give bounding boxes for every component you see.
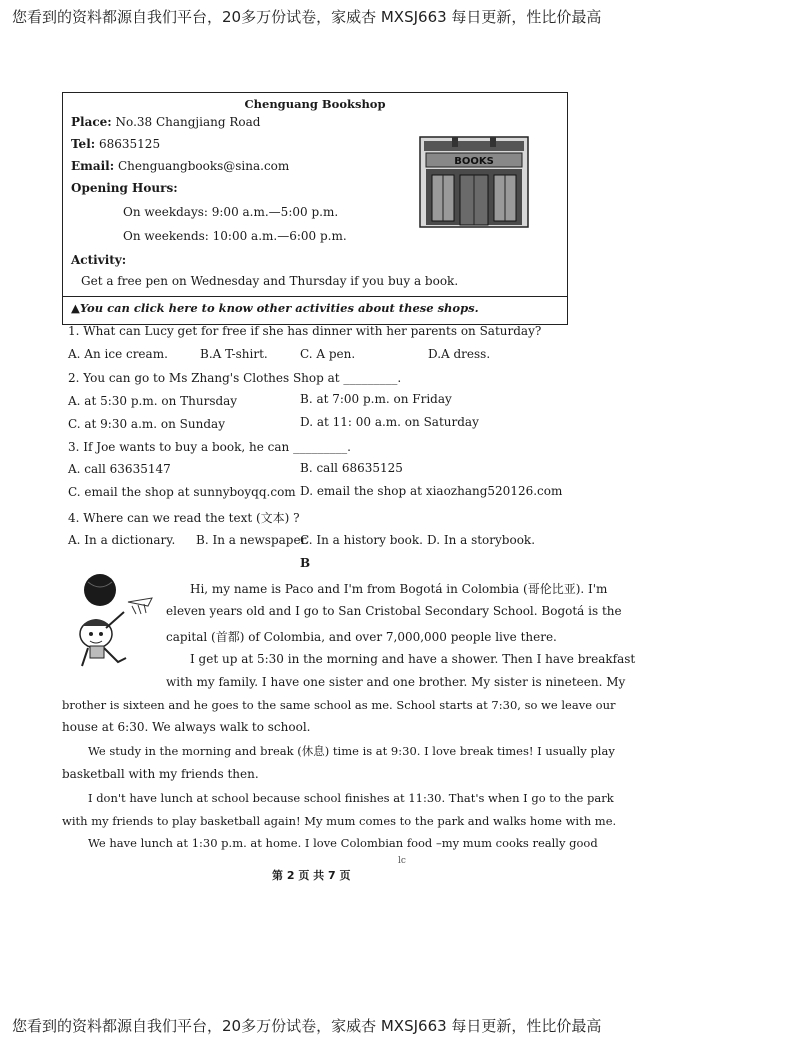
q4-option-c: C. In a history book. xyxy=(300,533,423,547)
question-1-stem: 1. What can Lucy get for free if she has dinner with her parents on Saturday? xyxy=(68,324,542,338)
q4-option-b: B. In a newspaper. xyxy=(196,533,309,547)
q1-option-d: D.A dress. xyxy=(428,347,491,361)
passage-line-6: brother is sixteen and he goes to the same school as me. School starts at 7:30, so we leave our xyxy=(62,698,616,712)
q4-option-a: A. In a dictionary. xyxy=(68,533,176,547)
q3-option-d: D. email the shop at xiaozhang520126.com xyxy=(300,484,563,498)
q2-option-d: D. at 11: 00 a.m. on Saturday xyxy=(300,415,479,429)
section-b-heading: B xyxy=(300,556,311,570)
q1-option-c: C. A pen. xyxy=(300,347,356,361)
q3-option-b: B. call 68635125 xyxy=(300,461,403,475)
passage-line-9: basketball with my friends then. xyxy=(62,767,259,781)
passage-line-11: with my friends to play basketball again! My mum comes to the park and walks home with me. xyxy=(62,814,617,828)
watermark-bottom: 您看到的资料都源自我们平台，20多万份试卷，家威杏 MXSJ663 每日更新，性比价最高 xyxy=(12,1017,602,1035)
bookshop-ad xyxy=(62,92,568,325)
bookshop-building-image xyxy=(418,135,530,229)
question-2-stem: 2. You can go to Ms Zhang's Clothes Shop at _________. xyxy=(68,371,402,385)
passage-line-4: I get up at 5:30 in the morning and have a shower. Then I have breakfast xyxy=(190,652,636,666)
q1-option-b: B.A T-shirt. xyxy=(200,347,268,361)
passage-line-3: capital (首都) of Colombia, and over 7,000,000 people live there. xyxy=(166,630,557,644)
ad-hours-label: Opening Hours: xyxy=(71,181,178,195)
passage-line-2: eleven years old and I go to San Cristobal Secondary School. Bogotá is the xyxy=(166,604,622,618)
ad-activity-text: Get a free pen on Wednesday and Thursday if you buy a book. xyxy=(81,274,459,288)
ad-activity-label: Activity: xyxy=(71,253,127,267)
passage-line-1: Hi, my name is Paco and I'm from Bogotá in Colombia (哥伦比亚). I'm xyxy=(190,582,608,596)
ad-weekends: On weekends: 10:00 a.m.—6:00 p.m. xyxy=(123,229,347,243)
ad-weekdays: On weekdays: 9:00 a.m.—5:00 p.m. xyxy=(123,205,339,219)
ad-title: Chenguang Bookshop xyxy=(244,97,386,111)
passage-line-7: house at 6:30. We always walk to school. xyxy=(62,720,311,734)
passage-line-12: We have lunch at 1:30 p.m. at home. I love Colombian food –my mum cooks really good xyxy=(88,836,598,850)
scan-mark: lc xyxy=(398,856,406,866)
ad-email: Email: Chenguangbooks@sina.com xyxy=(71,159,290,173)
kid-basketball-illustration xyxy=(62,572,170,672)
q2-option-c: C. at 9:30 a.m. on Sunday xyxy=(68,417,225,431)
q3-option-c: C. email the shop at sunnyboyqq.com xyxy=(68,485,296,499)
q2-option-b: B. at 7:00 p.m. on Friday xyxy=(300,392,452,406)
ad-place: Place: No.38 Changjiang Road xyxy=(71,115,261,129)
ad-tel: Tel: 68635125 xyxy=(71,137,161,151)
passage-line-10: I don't have lunch at school because school finishes at 11:30. That's when I go to the park xyxy=(88,791,614,805)
q2-option-a: A. at 5:30 p.m. on Thursday xyxy=(68,394,238,408)
passage-line-5: with my family. I have one sister and one brother. My sister is nineteen. My xyxy=(166,675,626,689)
q1-option-a: A. An ice cream. xyxy=(68,347,168,361)
question-3-stem: 3. If Joe wants to buy a book, he can _________. xyxy=(68,440,351,454)
watermark-top: 您看到的资料都源自我们平台，20多万份试卷，家威杏 MXSJ663 每日更新，性比价最高 xyxy=(12,8,602,26)
question-4-stem: 4. Where can we read the text (文本) ? xyxy=(68,511,300,525)
q3-option-a: A. call 63635147 xyxy=(68,462,171,476)
page-number: 第 2 页 共 7 页 xyxy=(272,869,351,882)
passage-line-8: We study in the morning and break (休息) time is at 9:30. I love break times! I usually play xyxy=(88,744,615,758)
q4-option-d: D. In a storybook. xyxy=(427,533,536,547)
ad-footer-link[interactable]: ▲You can click here to know other activities about these shops. xyxy=(63,296,567,325)
books-sign: BOOKS xyxy=(454,156,494,167)
